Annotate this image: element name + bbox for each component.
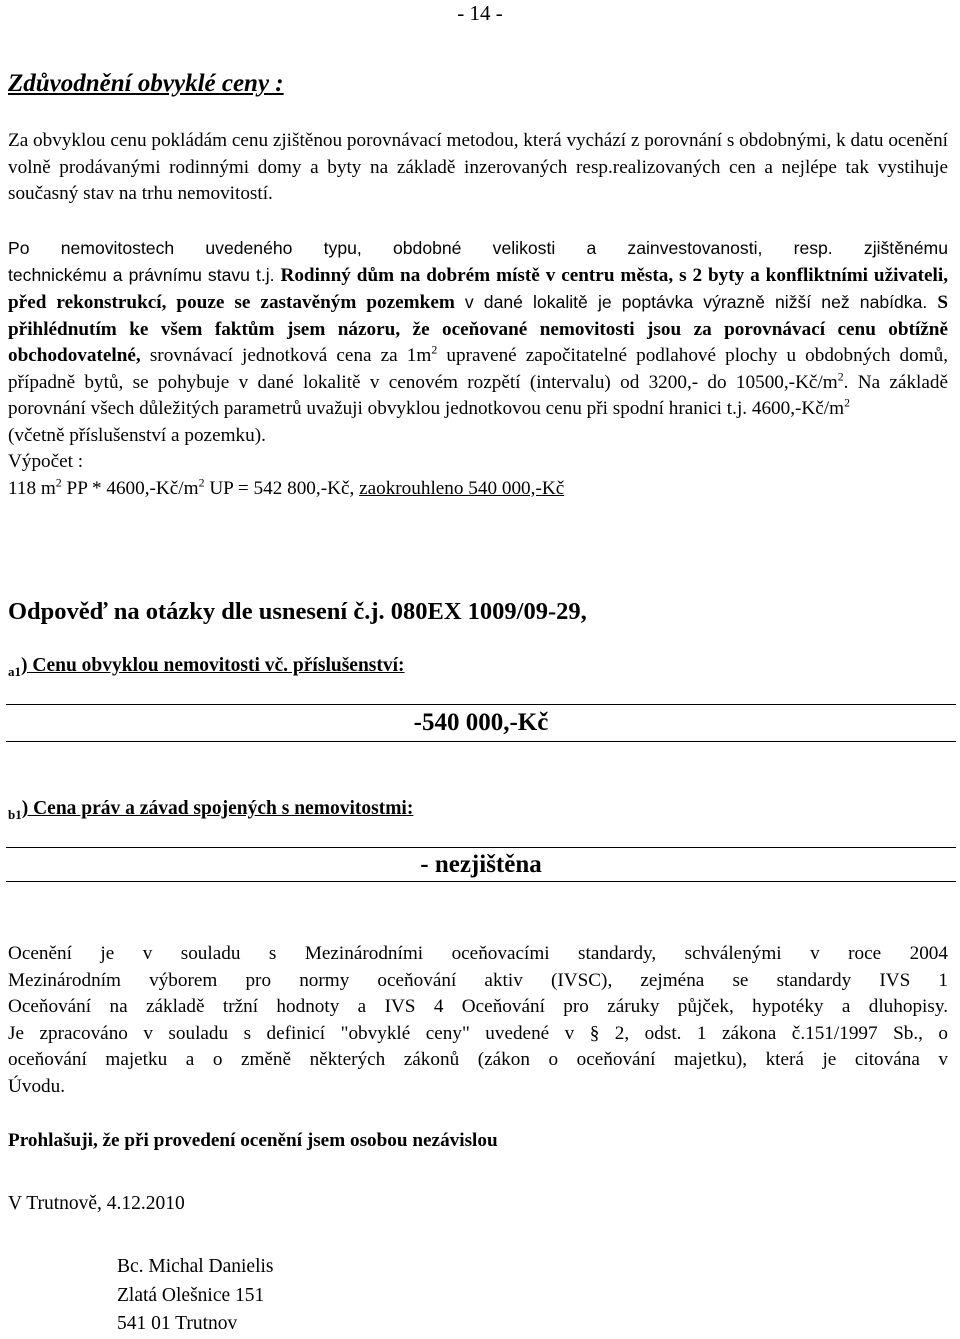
independence-declaration: Prohlašuji, že při provedení ocenění jsem osobou nezávislou: [8, 1130, 498, 1151]
answer-a1-box: [6, 704, 956, 742]
paragraph-usual-price: Za obvyklou cenu pokládám cenu zjištěnou porovnávací metodou, která vychází z porovnání s obdobnými, k datu ocenění volně prodávanými rodinnými domy a byty na základě inzerovaných resp.realizovaných cen a nejlépe tak vystihuje současný stav na trhu nemovitostí.: [8, 130, 948, 204]
calculation-rounded: zaokrouhleno 540 000,-Kč: [359, 477, 565, 499]
superscript: 2: [431, 342, 438, 357]
question-b1-label: $_{b1}$) Cena práv a závad spojených s nemovitostmi:: [8, 798, 414, 822]
p2-unit-price-c: . Na základě porovnání všech důležitých parametrů uvažuji obvyklou jednotkovou cenu při spodní hranici t.j. 4600,-Kč/m: [8, 371, 948, 419]
page-number: - 14 -: [457, 1, 503, 25]
calculation-label: Výpočet :: [8, 451, 84, 472]
signature-street: Zlatá Olešnice 151: [117, 1284, 265, 1306]
p2-demand-note: v dané lokalitě je poptávka výrazně nižší než nabídka.: [464, 292, 928, 312]
answer-b1-value: - nezjištěna: [420, 851, 542, 878]
p2-unit-price-b: upravené započitatelné podlahové plochy u obdobných domů, případně bytů, se pohybuje v dané lokalitě v cenovém rozpětí (intervalu) od 3200,- do 10500,-Kč/m: [8, 345, 949, 393]
p2-line1: Po nemovitostech uvedeného typu, obdobné velikosti a zainvestovanosti, resp. zjištěnému: [8, 238, 948, 258]
p2-house-description: Rodinný dům na dobrém místě v centru města, s 2 byty a konfliktními uživateli, před rekonstrukcí, pouze se zastavěným pozemkem: [8, 264, 949, 313]
question-a1-label: $_{a1}$) Cenu obvyklou nemovitosti vč. příslušenství:: [8, 655, 405, 679]
place-and-date: V Trutnově, 4.12.2010: [8, 1193, 185, 1214]
signature-name: Bc. Michal Danielis: [117, 1256, 274, 1277]
p2-unit-price-a: srovnávací jednotková cena za 1m: [149, 345, 432, 366]
p2-opinion: S přihlédnutím ke všem faktům jsem názoru, že oceňované nemovitosti jsou za porovnávací cenu obtížně obchodovatelné,: [8, 292, 948, 366]
superscript: 2: [837, 369, 844, 384]
signature-block: [117, 1253, 274, 1339]
answer-b1-box: [6, 847, 956, 882]
paragraph-standards: Ocenění je v souladu s Mezinárodními oceňovacími standardy, schválenými v roce 2004 Mezinárodním výborem pro normy oceňování aktiv (IVSC), zejména se standardy IVS 1 Oceňování na základě tržní hodnoty a IVS 4 Oceňování pro záruky půjček, hypotéky a dluhopisy. Je zpracováno v souladu s definicí "obvyklé ceny" uvedené v § 2, odst. 1 zákona č.151/1997 Sb., o oceňování majetku a o změně některých zákonů (zákon o oceňování majetku), která je citována v Úvodu.: [8, 943, 948, 1097]
p2-technical-state: technickému a právnímu stavu t.j.: [8, 264, 275, 285]
superscript: 2: [844, 395, 851, 410]
calculation-line: 118 $m^2$ PP * $4600,-Kč/m^2$ UP = 542 800,-Kč, zaokrouhleno 540 000,-Kč: [8, 475, 565, 499]
signature-city: 541 01 Trutnov: [117, 1313, 238, 1334]
answer-a1-value: -540 000,-Kč: [413, 709, 549, 736]
section-heading-justification: Zdůvodnění obvyklé ceny :: [8, 70, 284, 97]
section-heading-answers: Odpověď na otázky dle usnesení č.j. 080EX 1009/09-29,: [8, 598, 587, 625]
p2-including-note: (včetně příslušenství a pozemku).: [8, 424, 266, 446]
paragraph-market-analysis: [8, 235, 948, 502]
